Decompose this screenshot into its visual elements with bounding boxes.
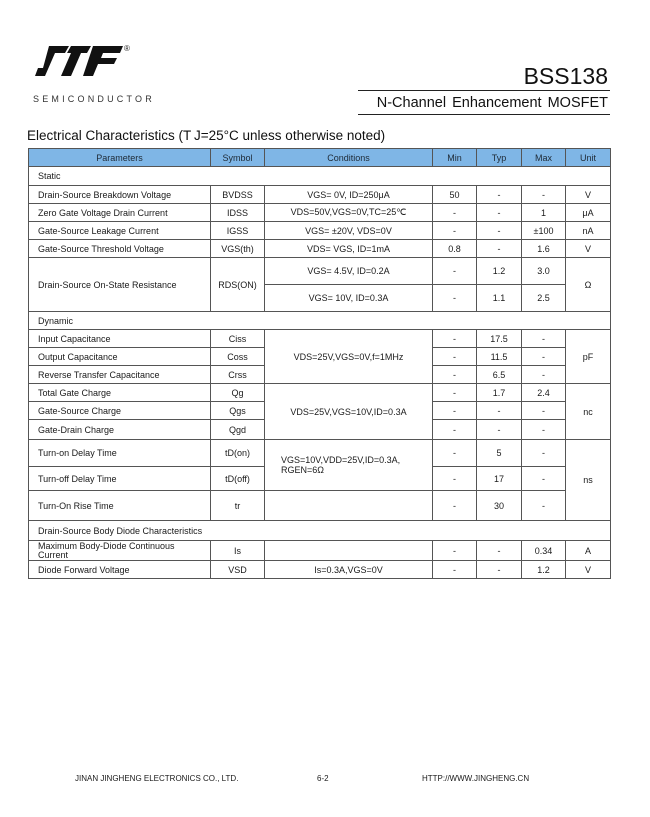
max-cell: 0.34 (522, 541, 566, 561)
table-row (29, 222, 611, 240)
max-cell: 1 (522, 204, 566, 222)
table-row (29, 561, 611, 579)
param-cell: Total Gate Charge (29, 384, 211, 402)
footer-url: HTTP://WWW.JINGHENG.CN (422, 774, 530, 783)
header-rule-bottom (358, 114, 610, 115)
typ-cell: - (477, 420, 522, 440)
table-row (29, 384, 611, 402)
typ-cell: - (477, 222, 522, 240)
min-cell: - (433, 420, 477, 440)
unit-cell: pF (566, 330, 611, 384)
condition-cell: Is=0.3A,VGS=0V (265, 561, 433, 579)
max-cell: - (522, 491, 566, 521)
max-cell: - (522, 348, 566, 366)
param-cell: Zero Gate Voltage Drain Current (29, 204, 211, 222)
condition-cell: VGS= 0V, ID=250μA (265, 186, 433, 204)
max-cell: - (522, 467, 566, 491)
min-cell: - (433, 330, 477, 348)
section-title: Electrical Characteristics (T J=25°C unless otherwise noted) (27, 128, 386, 143)
section-label: Static (29, 167, 611, 186)
company-tagline: SEMICONDUCTOR (33, 94, 155, 104)
max-cell: 3.0 (522, 258, 566, 285)
typ-cell: 17.5 (477, 330, 522, 348)
symbol-cell: IGSS (211, 222, 265, 240)
symbol-cell: VGS(th) (211, 240, 265, 258)
symbol-cell: Qg (211, 384, 265, 402)
typ-cell: 17 (477, 467, 522, 491)
min-cell: - (433, 366, 477, 384)
min-cell: - (433, 491, 477, 521)
typ-cell: - (477, 561, 522, 579)
condition-cell: VGS= 4.5V, ID=0.2A (265, 258, 433, 285)
param-cell: Output Capacitance (29, 348, 211, 366)
footer-page-number: 6-2 (317, 774, 329, 783)
param-cell: Turn-on Delay Time (29, 440, 211, 467)
section-label: Drain-Source Body Diode Characteristics (29, 521, 611, 541)
max-cell: 1.2 (522, 561, 566, 579)
condition-cell: VDS= VGS, ID=1mA (265, 240, 433, 258)
symbol-cell: tr (211, 491, 265, 521)
col-header-conditions: Conditions (265, 149, 433, 167)
condition-cell: VDS=25V,VGS=10V,ID=0.3A (265, 384, 433, 440)
param-cell: Turn-On Rise Time (29, 491, 211, 521)
col-header-unit: Unit (566, 149, 611, 167)
table-row (29, 541, 611, 561)
min-cell: - (433, 561, 477, 579)
condition-cell (265, 541, 433, 561)
symbol-cell: tD(on) (211, 440, 265, 467)
col-header-parameters: Parameters (29, 149, 211, 167)
condition-cell: VDS=25V,VGS=0V,f=1MHz (265, 330, 433, 384)
unit-cell: V (566, 186, 611, 204)
param-cell: Turn-off Delay Time (29, 467, 211, 491)
min-cell: - (433, 541, 477, 561)
device-subtitle: N-Channel Enhancement MOSFET (376, 95, 608, 111)
typ-cell: 6.5 (477, 366, 522, 384)
symbol-cell: Ciss (211, 330, 265, 348)
typ-cell: 11.5 (477, 348, 522, 366)
condition-line: VGS=10V,VDD=25V,ID=0.3A, (281, 455, 401, 465)
condition-line: RGEN=6Ω (281, 465, 324, 475)
section-row-static (29, 167, 611, 186)
typ-cell: - (477, 240, 522, 258)
param-cell: Gate-Drain Charge (29, 420, 211, 440)
max-cell: - (522, 402, 566, 420)
typ-cell: - (477, 541, 522, 561)
col-header-max: Max (522, 149, 566, 167)
electrical-characteristics-table (28, 148, 611, 579)
typ-cell: - (477, 204, 522, 222)
unit-cell: V (566, 561, 611, 579)
symbol-cell: VSD (211, 561, 265, 579)
table-row (29, 330, 611, 348)
min-cell: 0.8 (433, 240, 477, 258)
condition-cell: VGS= ±20V, VDS=0V (265, 222, 433, 240)
max-cell: ±100 (522, 222, 566, 240)
symbol-cell: BVDSS (211, 186, 265, 204)
registered-mark: ® (124, 44, 130, 53)
param-cell: Drain-Source On-State Resistance (29, 258, 211, 312)
typ-cell: 1.1 (477, 285, 522, 312)
param-cell: Reverse Transfer Capacitance (29, 366, 211, 384)
table-row (29, 240, 611, 258)
condition-cell (265, 440, 433, 491)
table-row (29, 258, 611, 285)
symbol-cell: Qgd (211, 420, 265, 440)
unit-cell: μA (566, 204, 611, 222)
table-row (29, 440, 611, 467)
typ-cell: - (477, 402, 522, 420)
param-cell: Maximum Body-Diode Continuous Current (29, 541, 211, 561)
part-number: BSS138 (523, 63, 608, 89)
min-cell: - (433, 285, 477, 312)
max-cell: - (522, 366, 566, 384)
unit-cell: Ω (566, 258, 611, 312)
table-header-row (29, 149, 611, 167)
table-row (29, 204, 611, 222)
typ-cell: 5 (477, 440, 522, 467)
footer-company: JINAN JINGHENG ELECTRONICS CO., LTD. (75, 774, 239, 783)
unit-cell: nc (566, 384, 611, 440)
table-row (29, 186, 611, 204)
max-cell: - (522, 440, 566, 467)
header-rule-top (358, 90, 610, 91)
min-cell: - (433, 348, 477, 366)
param-cell: Diode Forward Voltage (29, 561, 211, 579)
symbol-cell: Qgs (211, 402, 265, 420)
condition-cell: VDS=50V,VGS=0V,TC=25℃ (265, 204, 433, 222)
symbol-cell: IDSS (211, 204, 265, 222)
typ-cell: 1.2 (477, 258, 522, 285)
param-cell: Gate-Source Threshold Voltage (29, 240, 211, 258)
symbol-cell: Crss (211, 366, 265, 384)
param-cell: Gate-Source Charge (29, 402, 211, 420)
param-cell: Drain-Source Breakdown Voltage (29, 186, 211, 204)
col-header-typ: Typ (477, 149, 522, 167)
min-cell: - (433, 222, 477, 240)
min-cell: - (433, 402, 477, 420)
table-row (29, 491, 611, 521)
typ-cell: - (477, 186, 522, 204)
max-cell: - (522, 330, 566, 348)
symbol-cell: Coss (211, 348, 265, 366)
min-cell: - (433, 440, 477, 467)
max-cell: 2.5 (522, 285, 566, 312)
unit-cell: nA (566, 222, 611, 240)
unit-cell: ns (566, 440, 611, 521)
unit-cell: A (566, 541, 611, 561)
section-row-diode (29, 521, 611, 541)
section-row-dynamic (29, 312, 611, 330)
typ-cell: 1.7 (477, 384, 522, 402)
symbol-cell: Is (211, 541, 265, 561)
section-label: Dynamic (29, 312, 611, 330)
col-header-symbol: Symbol (211, 149, 265, 167)
param-cell: Input Capacitance (29, 330, 211, 348)
max-cell: - (522, 420, 566, 440)
symbol-cell: tD(off) (211, 467, 265, 491)
condition-cell (265, 491, 433, 521)
typ-cell: 30 (477, 491, 522, 521)
company-logo (35, 46, 123, 84)
min-cell: - (433, 467, 477, 491)
condition-cell: VGS= 10V, ID=0.3A (265, 285, 433, 312)
max-cell: 1.6 (522, 240, 566, 258)
symbol-cell: RDS(ON) (211, 258, 265, 312)
col-header-min: Min (433, 149, 477, 167)
min-cell: 50 (433, 186, 477, 204)
min-cell: - (433, 258, 477, 285)
max-cell: 2.4 (522, 384, 566, 402)
unit-cell: V (566, 240, 611, 258)
min-cell: - (433, 204, 477, 222)
param-cell: Gate-Source Leakage Current (29, 222, 211, 240)
max-cell: - (522, 186, 566, 204)
min-cell: - (433, 384, 477, 402)
